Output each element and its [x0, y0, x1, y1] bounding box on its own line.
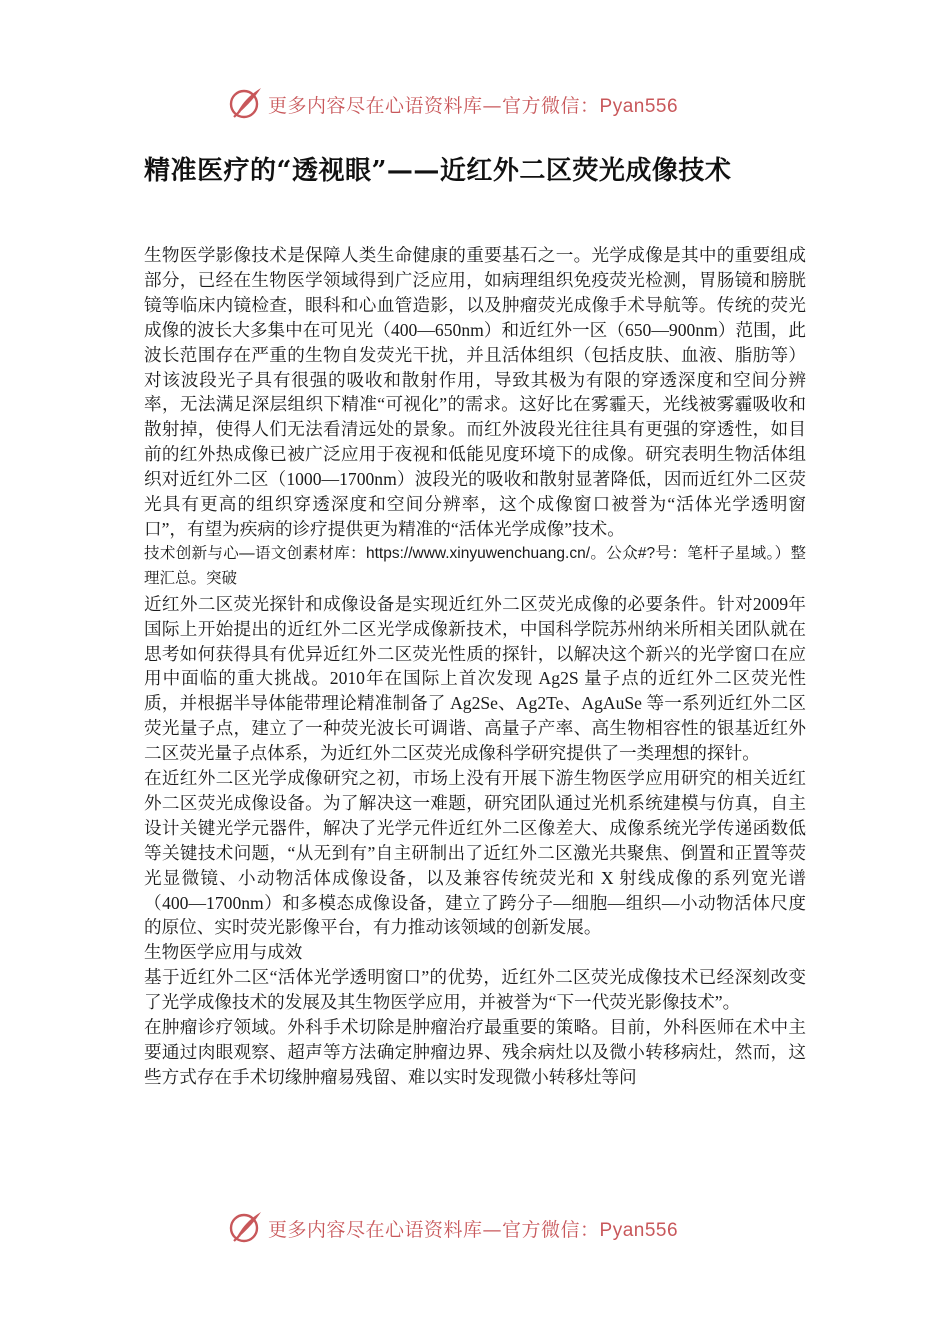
header-banner	[228, 82, 728, 126]
quill-logo-icon	[228, 84, 264, 124]
article-title: 精准医疗的“透视眼”——近红外二区荧光成像技术	[144, 156, 732, 186]
paragraph: 在肿瘤诊疗领域。外科手术切除是肿瘤治疗最重要的策略。目前，外科医师在术中主要通过肉眼观察、超声等方法确定肿瘤边界、残余病灶以及微小转移病灶，然而，这些方式存在手术切缘肿瘤易残留、难以实时发现微小转移灶等问	[144, 1017, 806, 1087]
banner-text: 更多内容尽在心语资料库—官方微信：Pyan556	[268, 94, 679, 117]
paragraph: 在近红外二区光学成像研究之初，市场上没有开展下游生物医学应用研究的相关近红外二区荧光成像设备。为了解决这一难题，研究团队通过光机系统建模与仿真，自主设计关键光学元器件，解决了光学元件近红外二区像差大、成像系统光学传递函数低等关键技术问题，“从无到有”自主研制出了近红外二区激光共聚焦、倒置和正置等荧光显微镜、小动物活体成像设备，以及兼容传统荧光和 X 射线成像的系列宽光谱（400—1700nm）和多模态成像设备，建立了跨分子—细胞—组织—小动物活体尺度的原位、实时荧光影像平台，有力推动该领域的创新发展。	[144, 768, 806, 938]
paragraph: 基于近红外二区“活体光学透明窗口”的优势，近红外二区荧光成像技术已经深刻改变了光学成像技术的发展及其生物医学应用，并被誉为“下一代荧光影像技术”。	[144, 967, 806, 1013]
article-body	[144, 243, 806, 1090]
banner-text: 更多内容尽在心语资料库—官方微信：Pyan556	[268, 1218, 679, 1241]
wechat-id: Pyan556	[599, 95, 679, 117]
quill-logo-icon	[228, 1208, 264, 1248]
source-note: 技术创新与心—语文创素材库：https://www.xinyuwenchuang.cn/。公众#?号：笔杆子星域。）整理汇总。突破	[144, 544, 806, 587]
paragraph: 近红外二区荧光探针和成像设备是实现近红外二区荧光成像的必要条件。针对2009年国际上开始提出的近红外二区光学成像新技术，中国科学院苏州纳米所相关团队就在思考如何获得具有优异近红外二区荧光性质的探针，以解决这个新兴的光学窗口在应用中面临的重大挑战。2010年在国际上首次发现 Ag2S 量子点的近红外二区荧光性质，并根据半导体能带理论精准制备了 Ag2Se、Ag2Te、AgAuSe 等一系列近红外二区荧光量子点，建立了一种荧光波长可调谐、高量子产率、高生物相容性的银基近红外二区荧光量子点体系，为近红外二区荧光成像科学研究提供了一类理想的探针。	[144, 593, 806, 764]
wechat-id: Pyan556	[599, 1219, 679, 1241]
footer-banner	[228, 1206, 728, 1250]
section-heading: 生物医学应用与成效	[144, 942, 303, 963]
paragraph: 生物医学影像技术是保障人类生命健康的重要基石之一。光学成像是其中的重要组成部分，已经在生物医学领域得到广泛应用，如病理组织免疫荧光检测，胃肠镜和膀胱镜等临床内镜检查，眼科和心血管造影，以及肿瘤荧光成像手术导航等。传统的荧光成像的波长大多集中在可见光（400—650nm）和近红外一区（650—900nm）范围，此波长范围存在严重的生物自发荧光干扰，并且活体组织（包括皮肤、血液、脂肪等）对该波段光子具有很强的吸收和散射作用，导致其极为有限的穿透深度和空间分辨率，无法满足深层组织下精准“可视化”的需求。这好比在雾霾天，光线被雾霾吸收和散射掉，使得人们无法看清远处的景象。而红外波段光往往具有更强的穿透性，如目前的红外热成像已被广泛应用于夜视和低能见度环境下的成像。研究表明生物活体组织对近红外二区（1000—1700nm）波段光的吸收和散射显著降低，因而近红外二区荧光具有更高的组织穿透深度和空间分辨率，这个成像窗口被誉为“活体光学透明窗口”，有望为疾病的诊疗提供更为精准的“活体光学成像”技术。	[144, 245, 806, 539]
